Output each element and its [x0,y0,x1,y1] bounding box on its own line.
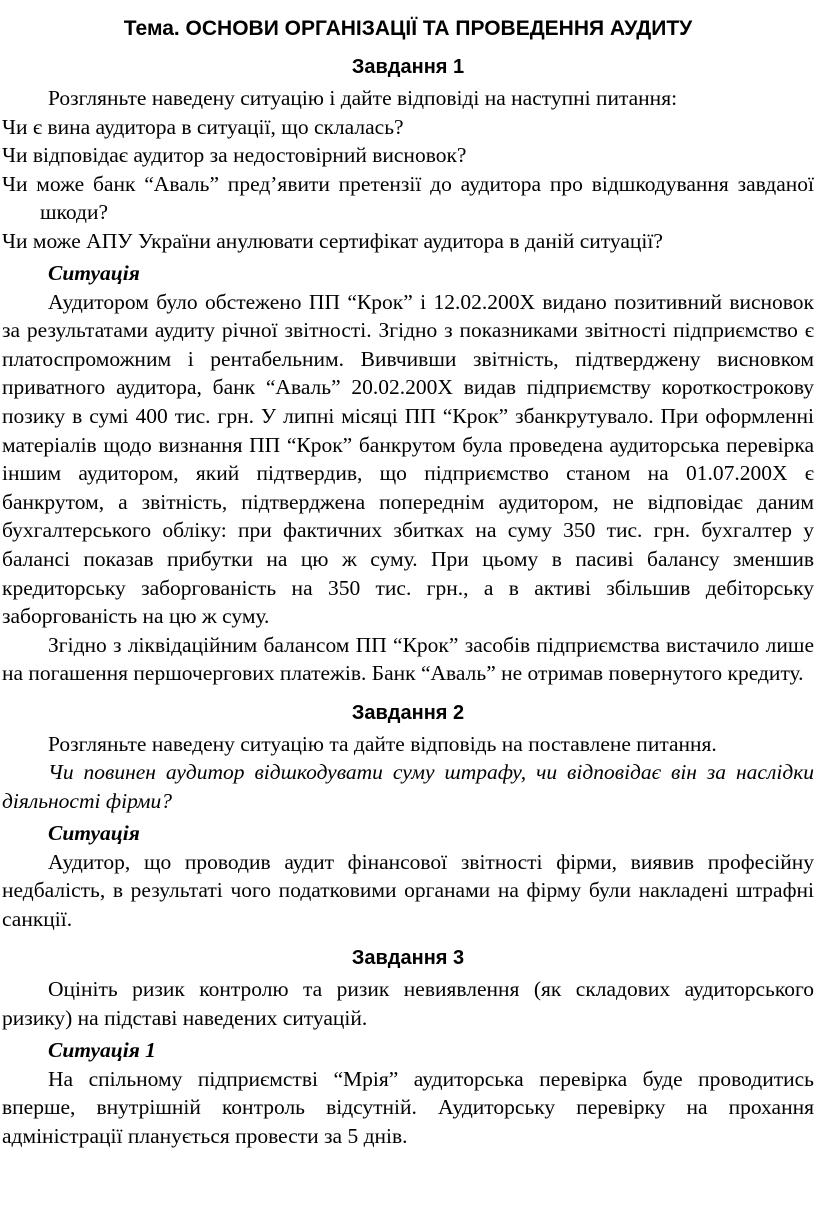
task1-situation-label: Ситуація [48,260,140,285]
task1-question-3: Чи може банк “Аваль” пред’явити претензії до аудитора про відшкодування завданої шкоди? [2,171,814,225]
task2-question: Чи повинен аудитор відшкодувати суму штрафу, чи відповідає він за наслідки діяльності фірми? [2,760,814,814]
task3-situation-label: Ситуація 1 [48,1037,156,1062]
page-title: Тема. ОСНОВИ ОРГАНІЗАЦІЇ ТА ПРОВЕДЕННЯ АУДИТУ [123,17,693,40]
task3-heading: Завдання 3 [351,947,465,970]
task1-intro: Розгляньте наведену ситуацію і дайте відповіді на наступні питання: [48,86,678,110]
task1-paragraph-1: Аудитором було обстежено ПП “Крок” і 12.02.200Х видано позитивний висновок за результатами аудиту річної звітності. Згідно з показниками звітності підприємство є платоспроможним і рентабельним. Вивчивши звітність, підтверджену висновком приватного аудитора, банк “Аваль” 20.02.200Х видав підприємству короткострокову позику в сумі 400 тис. грн. У липні місяці ПП “Крок” збанкрутувало. При оформленні матеріалів щодо визнання ПП “Крок” банкрутом була проведена аудиторська перевірка іншим аудитором, який підтвердив, що підприємство станом на 01.07.200Х є банкрутом, а звітність, підтверджена попереднім аудитором, не відповідає даним бухгалтерського обліку: при фактичних збитках на суму 350 тис. грн. бухгалтер у балансі показав прибутки на цю ж суму. При цьому в пасиві балансу зменшив кредиторську заборгованість на 350 тис. грн., а в активі збільшив дебіторську заборгованість на цю ж суму. [2,289,814,629]
task1-question-1: Чи є вина аудитора в ситуації, що склалась? [2,114,404,139]
task1-paragraph-2: Згідно з ліквідаційним балансом ПП “Крок” засобів підприємства вистачило лише на погашення першочергових платежів. Банк “Аваль” не отримав повернутого кредиту. [2,632,814,686]
task1-heading: Завдання 1 [351,56,465,78]
task1-question-4: Чи може АПУ України анулювати сертифікат аудитора в даній ситуації? [2,228,663,253]
task2-situation-label: Ситуація [48,820,140,845]
task1-question-2: Чи відповідає аудитор за недостовірний висновок? [2,143,467,168]
task2-intro: Розгляньте наведену ситуацію та дайте відповідь на поставлене питання. [48,731,717,756]
task3-intro: Оцініть ризик контролю та ризик невиявлення (як складових аудиторського ризику) на підставі наведених ситуацій. [2,977,814,1031]
task2-paragraph: Аудитор, що проводив аудит фінансової звітності фірми, виявив професійну недбалість, в результаті чого податковими органами на фірму були накладені штрафні санкції. [2,849,814,931]
task2-heading: Завдання 2 [351,701,465,724]
task3-paragraph: На спільному підприємстві “Мрія” аудиторська перевірка буде проводитись вперше, внутрішній контроль відсутній. Аудиторську перевірку на прохання адміністрації планується провести за 5 днів. [2,1066,814,1148]
